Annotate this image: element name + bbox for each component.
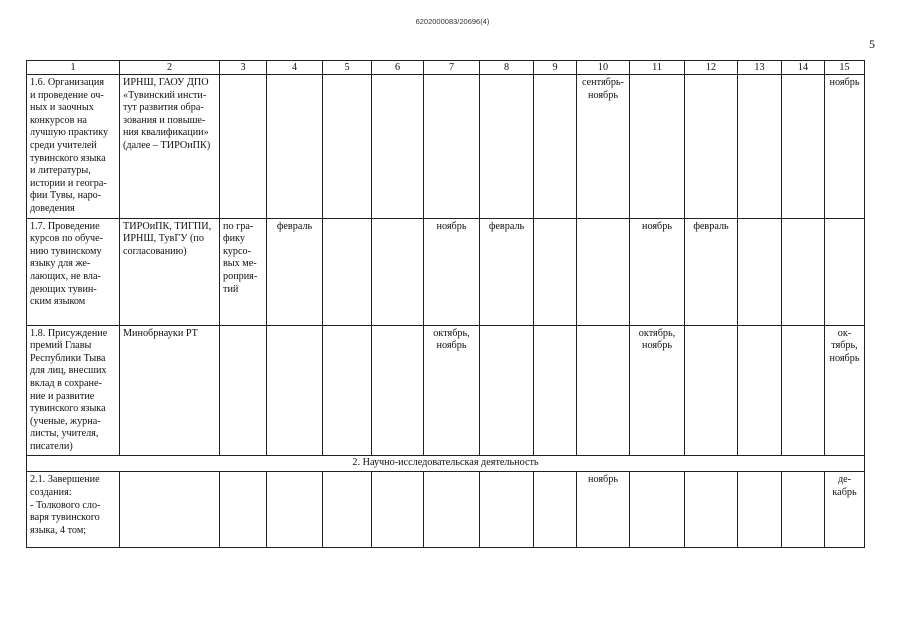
cell-text: февраль xyxy=(276,220,313,232)
table-cell xyxy=(372,75,424,219)
table-cell xyxy=(685,75,738,219)
table-cell xyxy=(630,218,685,325)
cell-text: Минобрнауки РТ xyxy=(123,327,198,339)
table-cell xyxy=(220,472,267,548)
table-cell xyxy=(323,75,372,219)
table-cell xyxy=(480,325,534,456)
cell-text: ноябрь xyxy=(642,220,672,232)
table-cell xyxy=(220,325,267,456)
section-title: 2. Научно-исследовательская деятельность xyxy=(27,456,865,472)
table-cell xyxy=(120,218,220,325)
cell-text: ноябрь xyxy=(829,77,860,88)
header-cell: 9 xyxy=(534,61,577,75)
table-cell xyxy=(372,472,424,548)
section-row xyxy=(27,456,865,472)
cell-text: 1.6. Организация и проведение оч- ных и заочных конкурсов на лучшую практику среди учителей тувинского языка и литературы, истории и геогра- фии Тувы, наро- доведения xyxy=(30,77,109,214)
table-cell xyxy=(27,472,120,548)
header-cell: 14 xyxy=(782,61,825,75)
header-cell: 2 xyxy=(120,61,220,75)
row-1-7 xyxy=(27,218,865,325)
table-cell xyxy=(738,325,782,456)
table-cell xyxy=(782,218,825,325)
table-cell xyxy=(534,472,577,548)
cell-text: сентябрь- ноябрь xyxy=(582,77,624,101)
table-cell xyxy=(220,75,267,219)
table-cell xyxy=(782,75,825,219)
document-id: 6202000083/20696(4) xyxy=(415,17,490,26)
table-cell xyxy=(825,218,865,325)
table-cell xyxy=(27,75,120,219)
table-cell xyxy=(825,472,865,548)
table-cell xyxy=(630,75,685,219)
table-cell xyxy=(480,472,534,548)
table-cell xyxy=(424,472,480,548)
table-cell xyxy=(782,472,825,548)
cell-text: октябрь, ноябрь xyxy=(638,327,676,352)
table-cell xyxy=(738,218,782,325)
row-2-1 xyxy=(27,472,865,548)
row-1-6 xyxy=(27,75,865,219)
plan-table xyxy=(26,60,865,548)
table-cell xyxy=(738,75,782,219)
header-cell: 5 xyxy=(323,61,372,75)
header-cell: 8 xyxy=(480,61,534,75)
table-cell xyxy=(267,325,323,456)
header-cell: 13 xyxy=(738,61,782,75)
table-cell xyxy=(27,218,120,325)
cell-text: ТИРОиПК, ТИГПИ, ИРНШ, ТувГУ (по согласованию) xyxy=(123,220,212,257)
header-cell: 4 xyxy=(267,61,323,75)
table-cell xyxy=(220,218,267,325)
table-cell xyxy=(825,75,865,219)
table-cell xyxy=(577,325,630,456)
table-cell xyxy=(577,472,630,548)
header-cell: 11 xyxy=(630,61,685,75)
table-cell xyxy=(738,472,782,548)
header-row xyxy=(27,61,865,75)
cell-text: по гра- фику курсо- вых ме- роприя- тий xyxy=(223,220,258,295)
cell-text: февраль xyxy=(488,220,525,232)
table-cell xyxy=(577,218,630,325)
table-cell xyxy=(372,218,424,325)
table-cell xyxy=(323,325,372,456)
header-cell: 10 xyxy=(577,61,630,75)
row-1-8 xyxy=(27,325,865,456)
table-cell xyxy=(685,218,738,325)
table-cell xyxy=(267,75,323,219)
cell-text: де- кабрь xyxy=(832,474,857,499)
header-cell: 15 xyxy=(825,61,865,75)
table-cell xyxy=(120,325,220,456)
page-number: 5 xyxy=(869,37,875,51)
header-cell: 1 xyxy=(27,61,120,75)
cell-text: 1.8. Присуждение премий Главы Республики Тыва для лиц, внесших вклад в сохране- ние и развитие тувинского языка (ученые, журна- листы, учителя, писатели) xyxy=(30,327,108,452)
header-cell: 3 xyxy=(220,61,267,75)
cell-text: 1.7. Проведение курсов по обуче- нию тувинскому языку для же- лающих, не вла- деющих тувин- ским языком xyxy=(30,220,104,308)
table-cell xyxy=(685,325,738,456)
table-cell xyxy=(630,472,685,548)
cell-text: ноябрь xyxy=(436,220,467,232)
cell-text: ИРНШ, ГАОУ ДПО «Тувинский инсти- тут развития обра- зования и повыше- ния квалификации» (далее – ТИРОиПК) xyxy=(123,77,211,151)
table-cell xyxy=(480,218,534,325)
header-cell: 12 xyxy=(685,61,738,75)
cell-text: 2.1. Завершение создания: - Толкового сло- варя тувинского языка, 4 том; xyxy=(30,474,101,536)
table-cell xyxy=(630,325,685,456)
table-cell xyxy=(120,472,220,548)
cell-text: февраль xyxy=(693,220,729,232)
table-cell xyxy=(534,325,577,456)
table-cell xyxy=(120,75,220,219)
table-cell xyxy=(323,472,372,548)
table-cell xyxy=(534,75,577,219)
table-cell xyxy=(424,75,480,219)
table-cell xyxy=(577,75,630,219)
cell-text: ок- тябрь, ноябрь xyxy=(829,327,860,364)
table-cell xyxy=(825,325,865,456)
table-cell xyxy=(424,325,480,456)
table-cell xyxy=(782,325,825,456)
table-cell xyxy=(27,325,120,456)
table-cell xyxy=(372,325,424,456)
header-cell: 6 xyxy=(372,61,424,75)
table-cell xyxy=(267,472,323,548)
cell-text: октябрь, ноябрь xyxy=(433,327,470,352)
table-cell xyxy=(323,218,372,325)
cell-text: ноябрь xyxy=(588,474,618,486)
table-cell xyxy=(685,472,738,548)
table-cell xyxy=(424,218,480,325)
table-cell xyxy=(480,75,534,219)
header-cell: 7 xyxy=(424,61,480,75)
table-cell xyxy=(267,218,323,325)
table-cell xyxy=(534,218,577,325)
